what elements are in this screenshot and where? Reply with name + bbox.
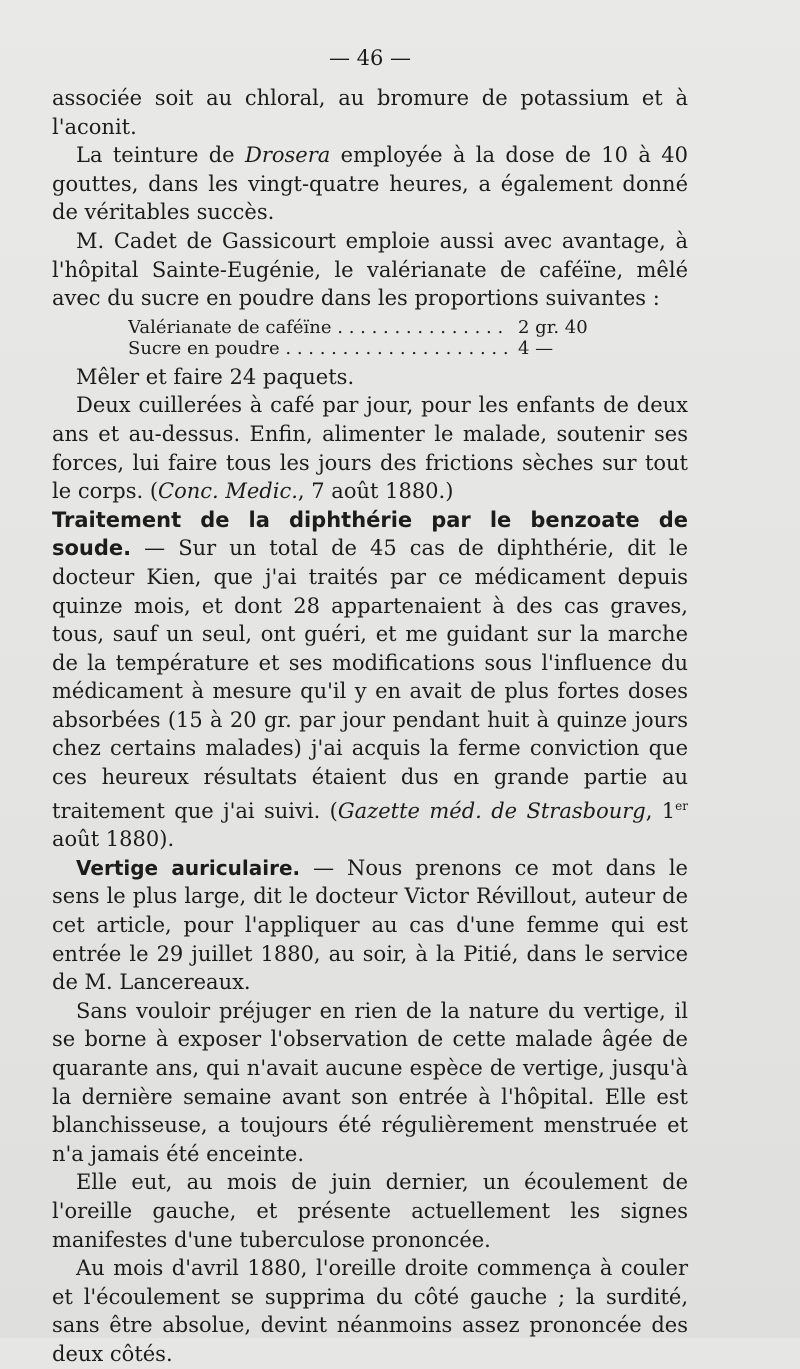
section-diphtherie [52,506,688,854]
paragraph-2 [52,141,688,227]
paragraph-6: Sans vouloir préjuger en rien de la nature du vertige, il se borne à exposer l'observation de cette malade âgée de quarante ans, qui n'avait aucune espèce de vertige, jusqu'à la dernière semaine avant son entrée à l'hôpital. Elle est blanchisseuse, a toujours été régulièrement menstruée et n'a jamais été enceinte. [52,998,688,1166]
paragraph-2-italic: Drosera [244,143,331,168]
section-text: — Nous prenons ce mot dans le sens le plus large, dit le docteur Victor Révillout, auteur de cet article, pour l'appliquer au cas d'une femme qui est entrée le 29 juillet 1880, au soir, à la Pitié, dans le service de M. Lancereaux. [52,855,688,995]
paragraph-2-text: La teinture de [76,143,245,168]
paragraph-3: M. Cadet de Gassicourt emploie aussi avec avantage, à l'hôpital Sainte-Eugénie, le valérianate de caféïne, mêlé avec du sucre en poudre dans les proportions suivantes : [52,228,688,311]
section-vertige [52,854,688,997]
recipe-row [128,338,598,359]
recipe-ingredient: Valérianate de caféïne . . . [128,317,508,338]
paragraph-5-text-end: , 7 août 1880.) [297,479,454,504]
paragraph-4: Mêler et faire 24 paquets. [76,364,355,389]
recipe-row [128,317,598,338]
section-text: — Sur un total de 45 cas de diphthérie, dit le docteur Kien, que j'ai traités par ce médicament depuis quinze mois, et dont 28 appartenaient à des cas graves, tous, sauf un seul, ont guéri, et me guidant sur la marche de la température et ses modifications sous l'influence du médicament à mesure qu'il y en avait de plus fortes doses absorbées (15 à 20 gr. par jour pendant huit à quinze jours chez certains malades) j'ai acquis la ferme conviction que ces heureux résultats étaient dus en grande partie au traitement que j'ai suivi. ( [52,536,688,823]
body-text [52,84,688,1369]
paragraph-5 [52,391,688,505]
section-text-end: août 1880). [52,827,175,852]
recipe-quantity: 2 gr. 40 [518,316,588,338]
recipe-table [128,317,688,359]
section-italic: Gazette méd. de Strasbourg [337,798,646,823]
page-number: — 46 — [328,46,412,70]
paragraph-1: associée soit au chloral, au bromure de potassium et à l'aconit. [52,86,688,139]
paragraph-5-text: Deux cuillerées à café par jour, pour les enfants de deux ans et au-dessus. Enfin, alimenter le malade, soutenir ses forces, lui faire tous les jours des frictions sèches sur tout le corps. ( [52,393,688,504]
recipe-ingredient: Sucre en poudre . . . [128,338,508,359]
section-heading: Traitement de la diphthérie par le benzoate de soude. [52,507,688,561]
section-superscript: er [675,798,689,813]
paragraph-7: Elle eut, au mois de juin dernier, un écoulement de l'oreille gauche, et présente actuellement les signes manifestes d'une tuberculose prononcée. [52,1170,688,1252]
recipe-quantity: 4 — [518,337,554,359]
section-text-mid: , 1 [645,798,676,823]
paragraph-8: Au mois d'avril 1880, l'oreille droite commença à couler et l'écoulement se supprima du côté gauche ; la surdité, sans être absolue, devint néanmoins assez prononcée des deux côtés. [52,1256,688,1366]
paragraph-2-text-end: employée à la dose de 10 à 40 gouttes, dans les vingt-quatre heures, a également donné de véritables succès. [52,143,688,225]
paragraph-5-italic: Conc. Medic. [158,479,298,504]
section-heading: Vertige auriculaire. [76,855,301,880]
